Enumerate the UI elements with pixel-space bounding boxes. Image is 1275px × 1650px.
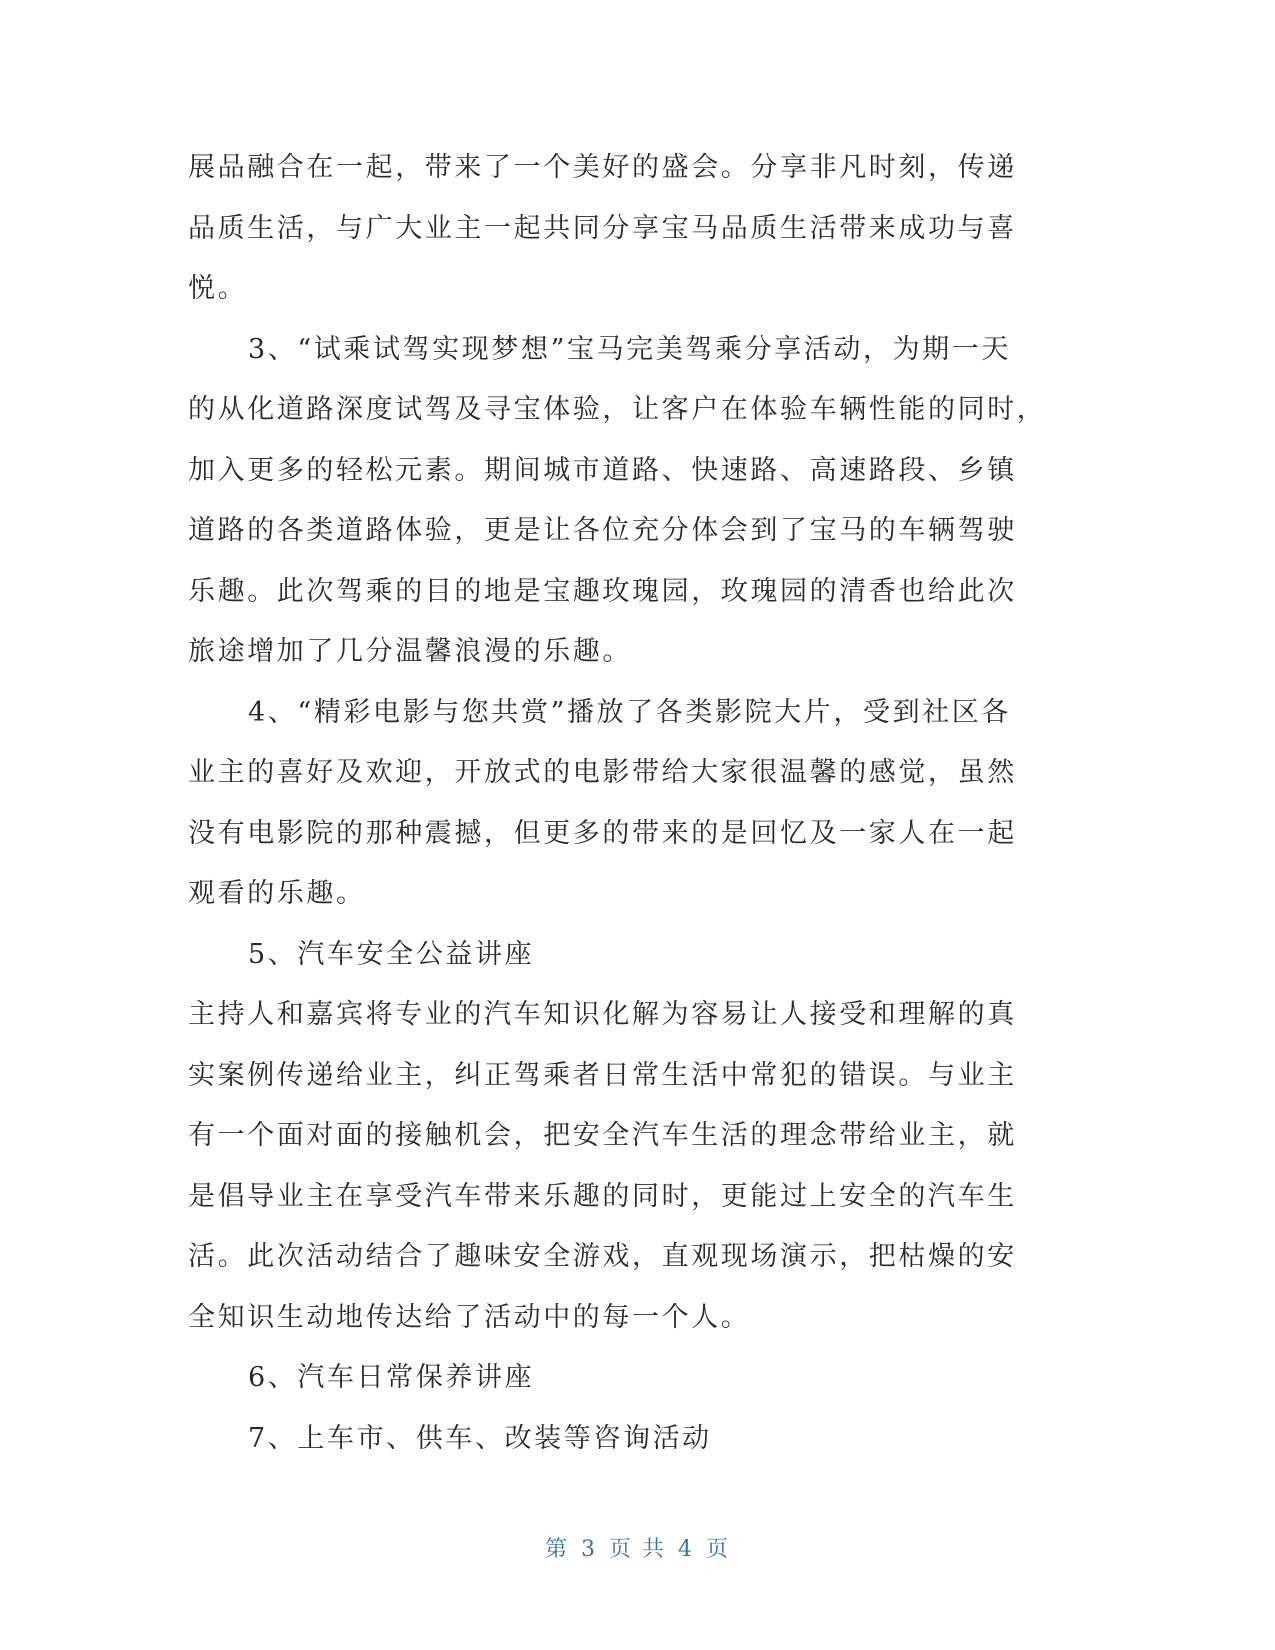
text-line: 主持人和嘉宾将专业的汽车知识化解为容易让人接受和理解的真 — [188, 999, 1017, 1030]
text-line: 是倡导业主在享受汽车带来乐趣的同时，更能过上安全的汽车生 — [188, 1180, 1017, 1212]
text-line: 活。此次活动结合了趣味安全游戏，直观现场演示，把枯燥的安 — [188, 1241, 1017, 1272]
page-footer — [0, 1532, 1275, 1563]
text-line: 观看的乐趣。 — [188, 878, 366, 909]
text-line: 实案例传递给业主，纠正驾乘者日常生活中常犯的错误。与业主 — [188, 1059, 1017, 1091]
text-line: 没有电影院的那种震撼，但更多的带来的是回忆及一家人在一起 — [188, 817, 1017, 849]
footer-total-pages: 4 — [678, 1537, 694, 1562]
text-line: 加入更多的轻松元素。期间城市道路、快速路、高速路段、乡镇 — [188, 454, 1017, 486]
text-line: 道路的各类道路体验，更是让各位充分体会到了宝马的车辆驾驶 — [188, 515, 1017, 546]
text-line: 展品融合在一起，带来了一个美好的盛会。分享非凡时刻，传递 — [188, 152, 1017, 183]
text-line: 7、上车市、供车、改装等咨询活动 — [248, 1422, 712, 1454]
text-line: 的从化道路深度试驾及寻宝体验，让客户在体验车辆性能的同时， — [188, 394, 1047, 425]
text-line: 3、“试乘试驾实现梦想”宝马完美驾乘分享活动，为期一天 — [248, 333, 1011, 365]
text-line: 5、汽车安全公益讲座 — [248, 938, 535, 970]
text-line: 有一个面对面的接触机会，把安全汽车生活的理念带给业主，就 — [188, 1120, 1017, 1151]
footer-prefix: 第 — [544, 1537, 569, 1562]
text-line: 4、“精彩电影与您共赏”播放了各类影院大片，受到社区各 — [248, 696, 1011, 728]
text-line: 悦。 — [188, 273, 248, 304]
footer-page-number: 3 — [581, 1537, 597, 1562]
text-line: 品质生活，与广大业主一起共同分享宝马品质生活带来成功与喜 — [188, 212, 1017, 244]
document-body — [188, 138, 1068, 1469]
text-line: 业主的喜好及欢迎，开放式的电影带给大家很温馨的感觉，虽然 — [188, 757, 1017, 788]
text-line: 旅途增加了几分温馨浪漫的乐趣。 — [188, 636, 632, 667]
text-line: 乐趣。此次驾乘的目的地是宝趣玫瑰园，玫瑰园的清香也给此次 — [188, 575, 1017, 607]
footer-suffix: 页 — [706, 1537, 731, 1562]
footer-middle: 页 共 — [609, 1537, 666, 1562]
text-line: 全知识生动地传达给了活动中的每一个人。 — [188, 1301, 751, 1333]
text-line: 6、汽车日常保养讲座 — [248, 1362, 535, 1393]
